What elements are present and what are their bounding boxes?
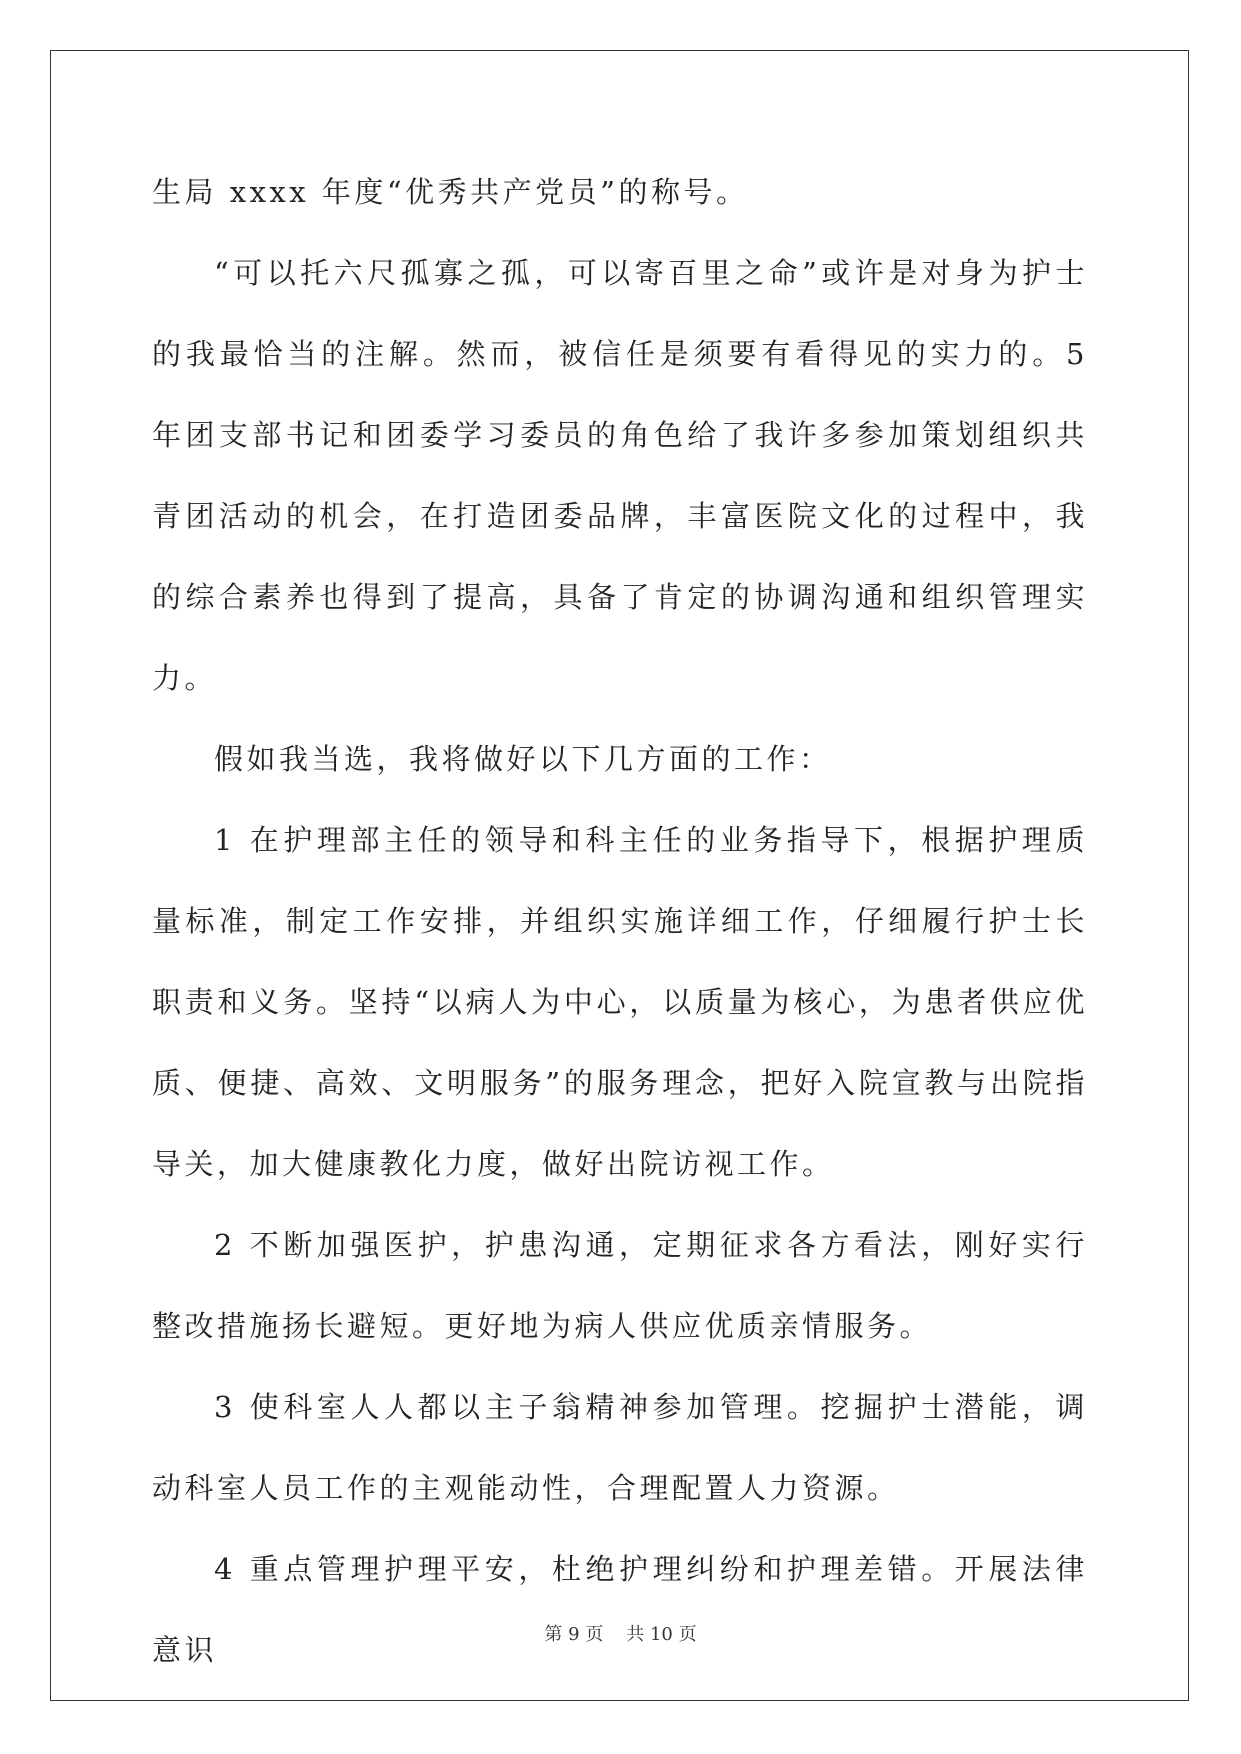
page-total: 共 10 页 bbox=[626, 1624, 697, 1645]
page-number: 第 9 页 bbox=[544, 1624, 604, 1645]
page-footer bbox=[0, 1620, 1241, 1646]
paragraph-7: 4 重点管理护理平安，杜绝护理纠纷和护理差错。开展法律意识 bbox=[152, 1552, 1088, 1667]
paragraph-1: 生局 xxxx 年度“优秀共产党员”的称号。 bbox=[152, 175, 749, 209]
document-body bbox=[152, 152, 1088, 1691]
paragraph-6: 3 使科室人人都以主子翁精神参加管理。挖掘护士潜能，调动科室人员工作的主观能动性，合理配置人力资源。 bbox=[152, 1390, 1088, 1505]
paragraph-3: 假如我当选，我将做好以下几方面的工作： bbox=[214, 742, 832, 776]
paragraph-2: “可以托六尺孤寡之孤，可以寄百里之命”或许是对身为护士的我最恰当的注解。然而，被信任是须要有看得见的实力的。5 年团支部书记和团委学习委员的角色给了我许多参加策划组织共青团活动的机会，在打造团委品牌，丰富医院文化的过程中，我的综合素养也得到了提高，具备了肯定的协调沟通和组织管理实力。 bbox=[152, 256, 1088, 695]
paragraph-4: 1 在护理部主任的领导和科主任的业务指导下，根据护理质量标准，制定工作安排，并组织实施详细工作，仔细履行护士长职责和义务。坚持“以病人为中心，以质量为核心，为患者供应优质、便捷、高效、文明服务”的服务理念，把好入院宣教与出院指导关，加大健康教化力度，做好出院访视工作。 bbox=[152, 823, 1088, 1181]
paragraph-5: 2 不断加强医护，护患沟通，定期征求各方看法，刚好实行整改措施扬长避短。更好地为病人供应优质亲情服务。 bbox=[152, 1228, 1088, 1343]
